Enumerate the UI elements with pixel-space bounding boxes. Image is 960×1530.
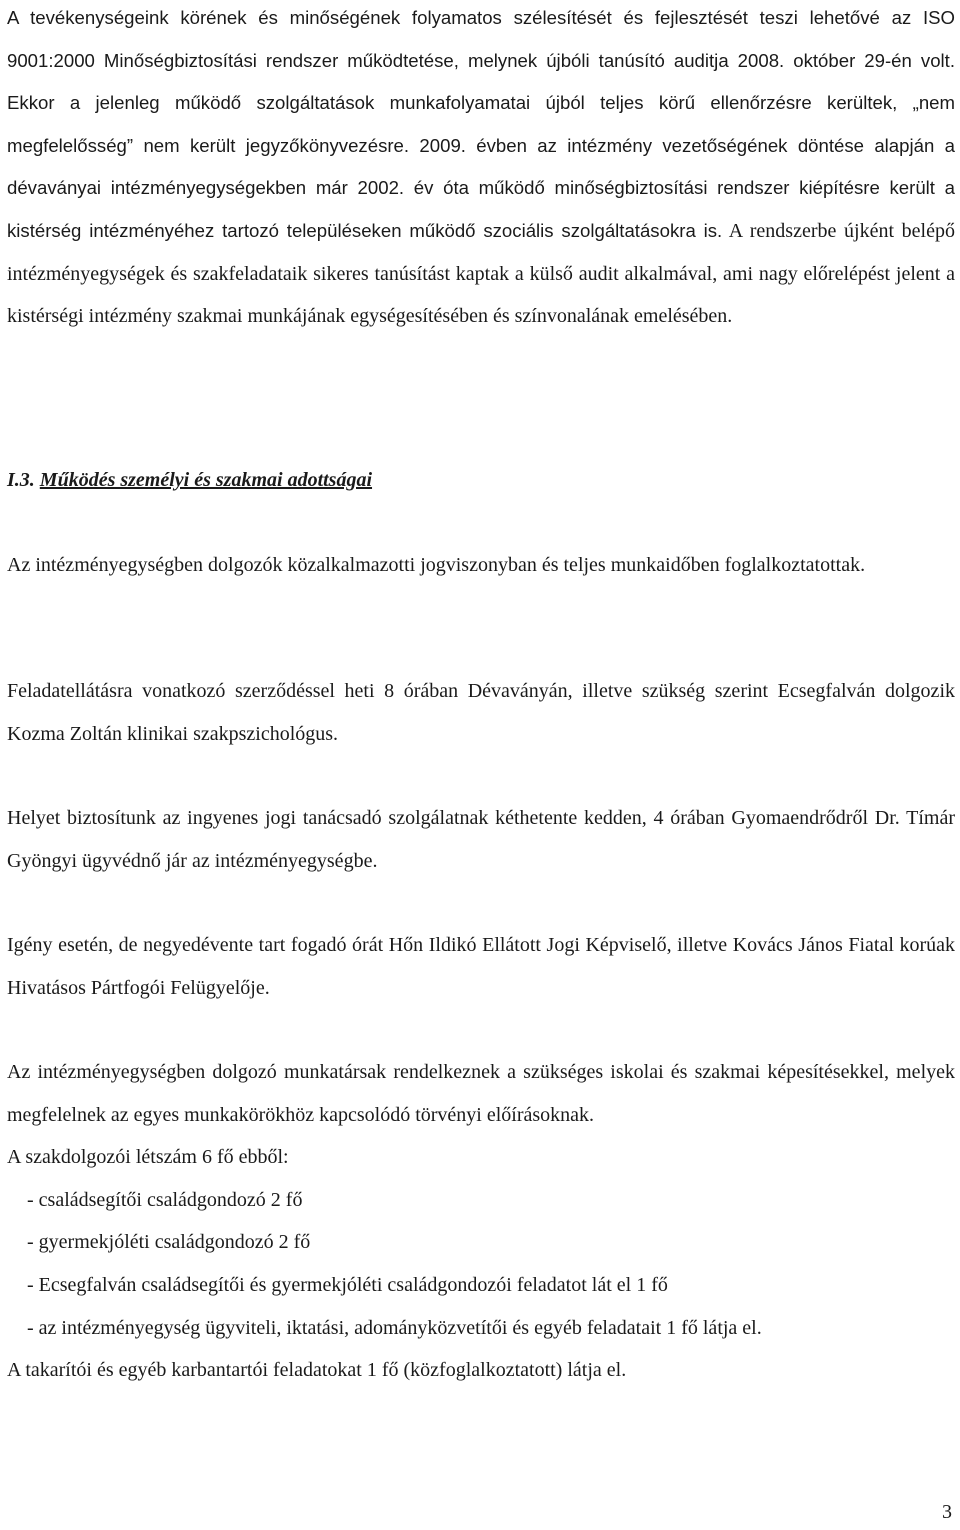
paragraph-qualifications: Az intézményegységben dolgozó munkatársak rendelkeznek a szükséges iskolai és szakmai képesítésekkel, melyek megfelelnek az egyes munkakörökhöz kapcsolódó törvényi előírásoknak. [7,1061,955,1126]
staff-list-item: - az intézményegység ügyviteli, iktatási, adományközvetítői és egyéb feladatait 1 fő látja el. [27,1316,762,1339]
staff-list-item: - Ecsegfalván családsegítői és gyermekjóléti családgondozói feladatot lát el 1 fő [27,1273,668,1296]
paragraph-quality-system-part3: A rendszerbe újként belépő intézményegységek és szakfeladataik sikeres tanúsítást kaptak a külső audit alkalmával, ami nagy előrelépést jelent a kistérségi intézmény szakmai munkájának egységesítésében és színvonalának emelésében. [7,219,955,328]
paragraph-quality-system-part2: Ekkor a jelenleg működő szolgáltatások munkafolyamatai újból teljes körű ellenőrzésre kerültek, „nem megfelelősség” nem került jegyzőkönyvezésre. 2009. évben az intézmény vezetőségének döntése alapján a dévaványai intézményegységekben már 2002. év óta működő minőségbiztosítási rendszer kiépítésre került a kistérség intézményéhez tartozó településeken működő szociális szolgáltatásokra is. [7,92,955,241]
staff-list-item: - gyermekjóléti családgondozó 2 fő [27,1231,311,1254]
page-number: 3 [942,1501,952,1523]
paragraph-legal-advice-block [7,797,955,882]
section-heading [7,460,372,500]
section-title: Működés személyi és szakmai adottságai [39,469,373,491]
paragraph-psychologist: Feladatellátásra vonatkozó szerződéssel heti 8 órában Dévaványán, illetve szükség szerint Ecsegfalván dolgozik Kozma Zoltán klinikai szakpszichológus. [7,680,955,745]
staff-intro: A szakdolgozói létszám 6 fő ebből: [7,1146,289,1169]
intro-block [7,0,955,338]
paragraph-office-hours-block [7,924,955,1009]
paragraph-employment: Az intézményegységben dolgozók közalkalmazotti jogviszonyban és teljes munkaidőben foglalkoztatottak. [7,554,866,576]
paragraph-legal-advice: Helyet biztosítunk az ingyenes jogi tanácsadó szolgálatnak kéthetente kedden, 4 órában Gyomaendrődről Dr. Tímár Gyöngyi ügyvédnő jár az intézményegységbe. [7,807,955,872]
section-number: I.3. [7,469,35,491]
paragraph-quality-system-part1: A tevékenységeink körének és minőségének folyamatos szélesítését és fejlesztését teszi lehetővé az ISO 9001:2000 Minőségbiztosítási rendszer működtetése, melynek újbóli tanúsító auditja 2008. október 29-én volt. [7,7,955,71]
staff-closing: A takarítói és egyéb karbantartói feladatokat 1 fő (közfoglalkoztatott) látja el. [7,1359,627,1382]
staff-list-item: - családsegítői családgondozó 2 fő [27,1188,303,1211]
paragraph-qualifications-block [7,1051,955,1392]
paragraph-employment-block [7,544,955,587]
paragraph-office-hours: Igény esetén, de negyedévente tart fogadó órát Hőn Ildikó Ellátott Jogi Képviselő, illetve Kovács János Fiatal korúak Hivatásos Pártfogói Felügyelője. [7,934,955,999]
paragraph-quality-system [7,0,955,338]
paragraph-psychologist-block [7,670,955,755]
